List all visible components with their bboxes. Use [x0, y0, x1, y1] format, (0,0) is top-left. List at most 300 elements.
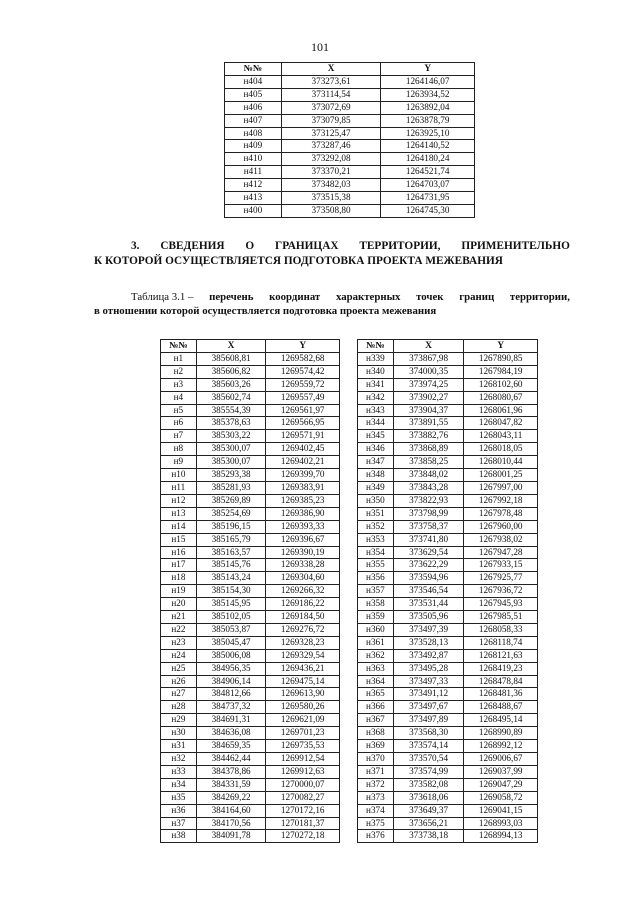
point-id-cell: н35 [161, 791, 197, 804]
table-row [161, 662, 340, 675]
caption-word: характерных [335, 291, 401, 303]
y-cell: 1267933,15 [464, 559, 538, 572]
x-cell: 373497,33 [393, 675, 464, 688]
x-cell: 373741,80 [393, 533, 464, 546]
x-cell: 385254,69 [196, 507, 266, 520]
table-row [358, 688, 538, 701]
x-cell: 384331,59 [196, 778, 266, 791]
table-row [161, 507, 340, 520]
table-caption [94, 290, 570, 318]
table-row [161, 572, 340, 585]
y-cell: 1267992,18 [464, 494, 538, 507]
table-row [161, 623, 340, 636]
point-id-cell: н350 [358, 494, 394, 507]
table-row [358, 417, 538, 430]
table-row [225, 140, 475, 153]
x-cell: 373574,99 [393, 765, 464, 778]
table-row [161, 791, 340, 804]
y-cell: 1268061,96 [464, 404, 538, 417]
x-cell: 373287,46 [281, 140, 381, 153]
point-id-cell: н359 [358, 611, 394, 624]
point-id-cell: н33 [161, 765, 197, 778]
x-cell: 373758,37 [393, 520, 464, 533]
table-row [358, 378, 538, 391]
table-row [358, 675, 538, 688]
x-cell: 373505,96 [393, 611, 464, 624]
point-id-cell: н348 [358, 469, 394, 482]
table-row [358, 778, 538, 791]
point-id-cell: н5 [161, 404, 197, 417]
table-header-row [161, 340, 340, 353]
table-row [358, 546, 538, 559]
caption-line2 [94, 304, 570, 318]
table-row [161, 727, 340, 740]
table-row [225, 204, 475, 217]
point-id-cell: н405 [225, 88, 282, 101]
point-id-cell: н22 [161, 623, 197, 636]
table-row [161, 636, 340, 649]
x-cell: 373492,87 [393, 649, 464, 662]
y-cell: 1269329,54 [266, 649, 340, 662]
table-row [161, 456, 340, 469]
x-cell: 373491,12 [393, 688, 464, 701]
point-id-cell: н354 [358, 546, 394, 559]
x-cell: 385606,82 [196, 365, 266, 378]
heading-word: ТЕРРИТОРИИ, [359, 240, 441, 252]
x-cell: 373292,08 [281, 153, 381, 166]
y-cell: 1267960,00 [464, 520, 538, 533]
table-row [161, 701, 340, 714]
table-row [161, 778, 340, 791]
x-cell: 373495,28 [393, 662, 464, 675]
point-id-cell: н364 [358, 675, 394, 688]
table-row [161, 559, 340, 572]
point-id-cell: н18 [161, 572, 197, 585]
y-cell: 1268102,60 [464, 378, 538, 391]
caption-prefix: Таблица 3.1 – [131, 291, 194, 303]
section-heading [94, 239, 570, 269]
x-cell: 384170,56 [196, 817, 266, 830]
y-cell: 1269390,19 [266, 546, 340, 559]
x-cell: 373079,85 [281, 114, 381, 127]
point-id-cell: н404 [225, 75, 282, 88]
x-header: X [281, 63, 381, 76]
point-header: №№ [161, 340, 197, 353]
table-row [161, 520, 340, 533]
point-id-cell: н1 [161, 352, 197, 365]
y-header: Y [266, 340, 340, 353]
y-header: Y [464, 340, 538, 353]
point-id-cell: н340 [358, 365, 394, 378]
y-cell: 1268001,25 [464, 469, 538, 482]
point-id-cell: н413 [225, 192, 282, 205]
table-row [358, 740, 538, 753]
point-id-cell: н363 [358, 662, 394, 675]
y-cell: 1269475,14 [266, 675, 340, 688]
table-row [225, 179, 475, 192]
heading-word: О [245, 240, 255, 252]
point-id-cell: н352 [358, 520, 394, 533]
table-row [225, 166, 475, 179]
point-id-cell: н400 [225, 204, 282, 217]
table-row [358, 817, 538, 830]
x-cell: 385378,63 [196, 417, 266, 430]
table-row [358, 572, 538, 585]
table-row [225, 127, 475, 140]
x-cell: 384659,35 [196, 740, 266, 753]
point-id-cell: н356 [358, 572, 394, 585]
y-cell: 1269621,09 [266, 714, 340, 727]
point-id-cell: н31 [161, 740, 197, 753]
table-row [358, 365, 538, 378]
point-id-cell: н37 [161, 817, 197, 830]
x-cell: 384378,86 [196, 765, 266, 778]
caption-word: точек [416, 291, 444, 303]
point-id-cell: н406 [225, 101, 282, 114]
x-cell: 373497,89 [393, 714, 464, 727]
x-cell: 373528,13 [393, 636, 464, 649]
y-cell: 1264703,07 [381, 179, 475, 192]
table-row [161, 817, 340, 830]
y-header: Y [381, 63, 475, 76]
table-row [225, 192, 475, 205]
x-cell: 385303,22 [196, 430, 266, 443]
table-row [161, 365, 340, 378]
y-cell: 1268992,12 [464, 740, 538, 753]
point-id-cell: н21 [161, 611, 197, 624]
x-cell: 373497,67 [393, 701, 464, 714]
x-cell: 373822,93 [393, 494, 464, 507]
table-row [358, 352, 538, 365]
point-id-cell: н368 [358, 727, 394, 740]
table-row [358, 494, 538, 507]
table-row [225, 153, 475, 166]
y-cell: 1270000,07 [266, 778, 340, 791]
section-heading-line1 [94, 239, 570, 254]
table-row [161, 753, 340, 766]
caption-line1 [94, 290, 570, 304]
table-row [161, 494, 340, 507]
point-id-cell: н365 [358, 688, 394, 701]
table-row [358, 391, 538, 404]
table-row [161, 740, 340, 753]
point-id-cell: н16 [161, 546, 197, 559]
table-row [225, 101, 475, 114]
y-cell: 1270172,16 [266, 804, 340, 817]
y-cell: 1269041,15 [464, 804, 538, 817]
y-cell: 1268419,23 [464, 662, 538, 675]
point-id-cell: н369 [358, 740, 394, 753]
y-cell: 1268047,82 [464, 417, 538, 430]
point-id-cell: н11 [161, 481, 197, 494]
y-cell: 1268481,36 [464, 688, 538, 701]
table-row [358, 701, 538, 714]
y-cell: 1269037,99 [464, 765, 538, 778]
x-cell: 373568,30 [393, 727, 464, 740]
point-id-cell: н28 [161, 701, 197, 714]
point-id-cell: н370 [358, 753, 394, 766]
point-id-cell: н14 [161, 520, 197, 533]
table-row [358, 585, 538, 598]
y-cell: 1269266,32 [266, 585, 340, 598]
point-id-cell: н27 [161, 688, 197, 701]
y-cell: 1269571,91 [266, 430, 340, 443]
x-cell: 385196,15 [196, 520, 266, 533]
y-cell: 1269338,28 [266, 559, 340, 572]
y-cell: 1268994,13 [464, 830, 538, 843]
x-cell: 385300,07 [196, 443, 266, 456]
x-cell: 385281,93 [196, 481, 266, 494]
table-row [358, 598, 538, 611]
point-id-cell: н25 [161, 662, 197, 675]
x-cell: 373858,25 [393, 456, 464, 469]
y-cell: 1269582,68 [266, 352, 340, 365]
y-cell: 1264180,24 [381, 153, 475, 166]
point-id-cell: н343 [358, 404, 394, 417]
y-cell: 1269184,50 [266, 611, 340, 624]
table-row [161, 598, 340, 611]
y-cell: 1269402,21 [266, 456, 340, 469]
y-cell: 1268478,84 [464, 675, 538, 688]
y-cell: 1269613,90 [266, 688, 340, 701]
y-cell: 1267978,48 [464, 507, 538, 520]
point-id-cell: н409 [225, 140, 282, 153]
y-cell: 1268121,63 [464, 649, 538, 662]
point-header: №№ [225, 63, 282, 76]
point-id-cell: н6 [161, 417, 197, 430]
x-cell: 385554,39 [196, 404, 266, 417]
caption-line2-text: в отношении которой осуществляется подготовка проекта межевания [94, 305, 437, 317]
point-id-cell: н26 [161, 675, 197, 688]
table-row [358, 753, 538, 766]
point-id-cell: н17 [161, 559, 197, 572]
x-cell: 385145,76 [196, 559, 266, 572]
y-cell: 1268080,67 [464, 391, 538, 404]
caption-word: координат [269, 291, 321, 303]
y-cell: 1264146,07 [381, 75, 475, 88]
x-cell: 385602,74 [196, 391, 266, 404]
x-cell: 385045,47 [196, 636, 266, 649]
x-cell: 385154,30 [196, 585, 266, 598]
x-cell: 385163,57 [196, 546, 266, 559]
point-id-cell: н347 [358, 456, 394, 469]
x-cell: 385293,38 [196, 469, 266, 482]
x-cell: 373273,61 [281, 75, 381, 88]
y-cell: 1264521,74 [381, 166, 475, 179]
point-id-cell: н366 [358, 701, 394, 714]
y-cell: 1267947,28 [464, 546, 538, 559]
y-cell: 1268118,74 [464, 636, 538, 649]
table-row [358, 830, 538, 843]
y-cell: 1270272,18 [266, 830, 340, 843]
point-id-cell: н374 [358, 804, 394, 817]
x-cell: 385102,05 [196, 611, 266, 624]
point-id-cell: н15 [161, 533, 197, 546]
y-cell: 1267997,00 [464, 481, 538, 494]
point-id-cell: н20 [161, 598, 197, 611]
y-cell: 1269436,21 [266, 662, 340, 675]
x-cell: 385608,81 [196, 352, 266, 365]
x-cell: 373114,54 [281, 88, 381, 101]
x-cell: 373868,89 [393, 443, 464, 456]
table-row [358, 765, 538, 778]
y-cell: 1269561,97 [266, 404, 340, 417]
table-row [225, 88, 475, 101]
table-row [161, 830, 340, 843]
table-row [358, 727, 538, 740]
x-cell: 373582,08 [393, 778, 464, 791]
x-cell: 373570,54 [393, 753, 464, 766]
caption-word: перечень [209, 291, 254, 303]
y-cell: 1263878,79 [381, 114, 475, 127]
y-cell: 1269383,91 [266, 481, 340, 494]
table-row [358, 469, 538, 482]
table-row [161, 481, 340, 494]
y-cell: 1270082,27 [266, 791, 340, 804]
table-row [358, 623, 538, 636]
x-cell: 384956,35 [196, 662, 266, 675]
point-id-cell: н342 [358, 391, 394, 404]
x-cell: 373738,18 [393, 830, 464, 843]
x-cell: 384691,31 [196, 714, 266, 727]
x-cell: 373904,37 [393, 404, 464, 417]
point-id-cell: н373 [358, 791, 394, 804]
table-row [161, 546, 340, 559]
table-row [225, 75, 475, 88]
y-cell: 1267984,19 [464, 365, 538, 378]
section-number: 3. [131, 240, 140, 252]
x-cell: 373867,98 [393, 352, 464, 365]
y-cell: 1263925,10 [381, 127, 475, 140]
x-cell: 373482,03 [281, 179, 381, 192]
table-row [161, 714, 340, 727]
point-id-cell: н7 [161, 430, 197, 443]
table-row [161, 533, 340, 546]
point-id-cell: н349 [358, 481, 394, 494]
x-cell: 373531,44 [393, 598, 464, 611]
point-id-cell: н9 [161, 456, 197, 469]
y-cell: 1269058,72 [464, 791, 538, 804]
x-cell: 373656,21 [393, 817, 464, 830]
point-id-cell: н376 [358, 830, 394, 843]
point-id-cell: н34 [161, 778, 197, 791]
table-row [358, 649, 538, 662]
heading-word: ПРИМЕНИТЕЛЬНО [461, 240, 570, 252]
point-header: №№ [358, 340, 394, 353]
y-cell: 1269396,67 [266, 533, 340, 546]
point-id-cell: н30 [161, 727, 197, 740]
y-cell: 1269386,90 [266, 507, 340, 520]
table-row [358, 520, 538, 533]
y-cell: 1269574,42 [266, 365, 340, 378]
table-row [161, 765, 340, 778]
point-id-cell: н353 [358, 533, 394, 546]
table-row [358, 636, 538, 649]
y-cell: 1268495,14 [464, 714, 538, 727]
y-cell: 1269276,72 [266, 623, 340, 636]
point-id-cell: н8 [161, 443, 197, 456]
table-row [161, 352, 340, 365]
x-cell: 385143,24 [196, 572, 266, 585]
y-cell: 1268043,11 [464, 430, 538, 443]
y-cell: 1268993,03 [464, 817, 538, 830]
y-cell: 1269912,63 [266, 765, 340, 778]
y-cell: 1264745,30 [381, 204, 475, 217]
table-row [161, 443, 340, 456]
point-id-cell: н32 [161, 753, 197, 766]
x-cell: 385269,89 [196, 494, 266, 507]
x-cell: 384812,66 [196, 688, 266, 701]
x-cell: 373508,80 [281, 204, 381, 217]
point-id-cell: н341 [358, 378, 394, 391]
point-id-cell: н412 [225, 179, 282, 192]
x-cell: 373125,47 [281, 127, 381, 140]
heading-word: СВЕДЕНИЯ [160, 240, 225, 252]
point-id-cell: н2 [161, 365, 197, 378]
table-row [161, 585, 340, 598]
y-cell: 1267938,02 [464, 533, 538, 546]
table-row [161, 378, 340, 391]
x-cell: 373902,27 [393, 391, 464, 404]
table-row [161, 391, 340, 404]
table-row [358, 804, 538, 817]
y-cell: 1269304,60 [266, 572, 340, 585]
x-cell: 373546,54 [393, 585, 464, 598]
x-cell: 384091,78 [196, 830, 266, 843]
table-row [161, 675, 340, 688]
table-row [358, 559, 538, 572]
point-id-cell: н351 [358, 507, 394, 520]
point-id-cell: н407 [225, 114, 282, 127]
table-row [358, 714, 538, 727]
heading-word: ГРАНИЦАХ [275, 240, 339, 252]
table-row [358, 662, 538, 675]
x-cell: 385006,08 [196, 649, 266, 662]
y-cell: 1268018,05 [464, 443, 538, 456]
x-cell: 373843,28 [393, 481, 464, 494]
table-row [358, 507, 538, 520]
point-id-cell: н408 [225, 127, 282, 140]
top-coordinates-table [224, 62, 475, 218]
point-id-cell: н372 [358, 778, 394, 791]
y-cell: 1268990,89 [464, 727, 538, 740]
x-cell: 373882,76 [393, 430, 464, 443]
left-coordinates-table [160, 339, 340, 843]
y-cell: 1263892,04 [381, 101, 475, 114]
y-cell: 1269559,72 [266, 378, 340, 391]
point-id-cell: н24 [161, 649, 197, 662]
table-row [358, 533, 538, 546]
y-cell: 1267925,77 [464, 572, 538, 585]
point-id-cell: н367 [358, 714, 394, 727]
x-cell: 384462,44 [196, 753, 266, 766]
y-cell: 1269580,26 [266, 701, 340, 714]
table-header-row [225, 63, 475, 76]
y-cell: 1267945,93 [464, 598, 538, 611]
x-cell: 385165,79 [196, 533, 266, 546]
point-id-cell: н410 [225, 153, 282, 166]
y-cell: 1263934,52 [381, 88, 475, 101]
point-id-cell: н360 [358, 623, 394, 636]
x-header: X [196, 340, 266, 353]
y-cell: 1264731,95 [381, 192, 475, 205]
point-id-cell: н10 [161, 469, 197, 482]
y-cell: 1269328,23 [266, 636, 340, 649]
y-cell: 1269385,23 [266, 494, 340, 507]
table-row [358, 481, 538, 494]
y-cell: 1269912,54 [266, 753, 340, 766]
x-cell: 384636,08 [196, 727, 266, 740]
